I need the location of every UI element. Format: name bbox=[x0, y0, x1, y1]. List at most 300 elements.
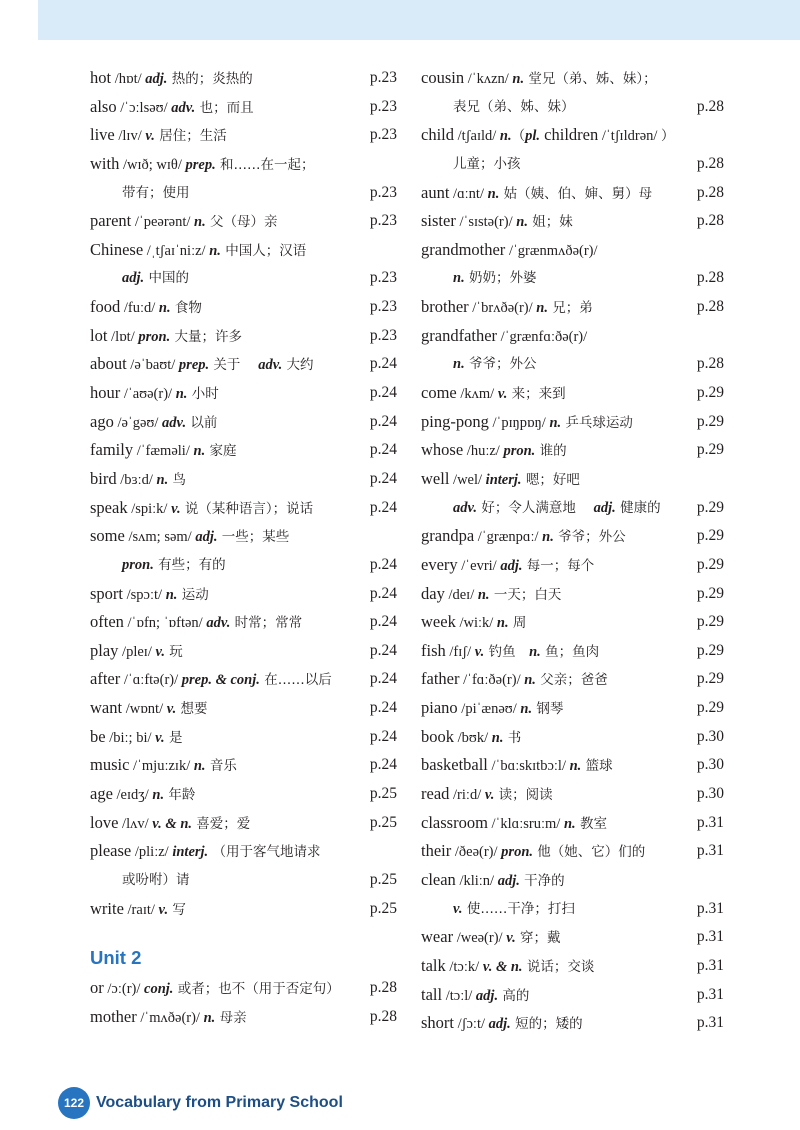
headword: want bbox=[90, 698, 123, 718]
vocab-entry-continuation bbox=[421, 264, 724, 293]
page-reference: p.24 bbox=[369, 441, 397, 459]
meaning: 食物 bbox=[170, 300, 202, 317]
entry-text bbox=[90, 974, 340, 1004]
vocab-entry-continuation bbox=[421, 350, 724, 379]
phonetic: /piˈænəʊ/ bbox=[457, 701, 521, 718]
meaning: 堂兄（弟、姊、妹）； bbox=[524, 71, 657, 87]
entry-text bbox=[421, 637, 599, 667]
phonetic: /ˈfɑːðə(r)/ bbox=[459, 672, 525, 689]
page-reference: p.23 bbox=[369, 326, 397, 344]
page-reference: p.23 bbox=[369, 298, 397, 316]
page-reference: p.25 bbox=[369, 813, 397, 831]
entry-text bbox=[421, 1009, 583, 1039]
part-of-speech: n. bbox=[193, 758, 206, 775]
vocab-entry-line bbox=[90, 350, 397, 379]
headword: sport bbox=[90, 583, 123, 603]
vocab-entry bbox=[421, 322, 724, 379]
page-reference: p.29 bbox=[696, 384, 724, 402]
entry-text bbox=[90, 121, 227, 151]
meaning: 爷爷；外公 bbox=[464, 356, 537, 373]
phonetic: /tʃaɪld/ bbox=[454, 128, 500, 145]
vocab-entry bbox=[90, 522, 397, 579]
entry-text bbox=[90, 780, 195, 810]
page-reference: p.25 bbox=[369, 870, 397, 888]
entry-text bbox=[122, 179, 190, 208]
part-of-speech: n. bbox=[569, 758, 582, 775]
vocab-entry bbox=[90, 293, 397, 322]
vocab-entry bbox=[90, 236, 397, 293]
vocab-entry bbox=[421, 64, 724, 121]
part-of-speech: adj. bbox=[145, 71, 168, 87]
meaning: 父亲；爸爸 bbox=[535, 672, 608, 689]
part-of-speech: v. & n. bbox=[482, 958, 523, 975]
meaning: 想要 bbox=[176, 701, 208, 718]
phonetic: /ʃɔːt/ bbox=[454, 1016, 489, 1033]
vocab-entry bbox=[90, 837, 397, 894]
vocab-entry bbox=[421, 637, 724, 666]
phonetic: /ðeə(r)/ bbox=[451, 844, 502, 861]
vocab-entry bbox=[90, 93, 397, 122]
phonetic: /ˈpeərənt/ bbox=[131, 214, 195, 231]
phonetic: /weə(r)/ bbox=[453, 930, 507, 947]
vocab-entry-line bbox=[90, 974, 397, 1003]
meaning: 说（某种语言）；说话 bbox=[180, 500, 314, 517]
headword: hour bbox=[90, 383, 121, 403]
vocab-entry-line bbox=[421, 637, 724, 666]
meaning: 使……干净；打扫 bbox=[462, 900, 575, 917]
headword: some bbox=[90, 526, 125, 546]
page-reference: p.25 bbox=[369, 899, 397, 917]
vocab-entry bbox=[421, 923, 724, 952]
page-reference: p.23 bbox=[369, 183, 397, 201]
headword: grandfather bbox=[421, 325, 498, 345]
page-reference: p.31 bbox=[696, 842, 724, 860]
headword: day bbox=[421, 583, 445, 603]
part-of-speech: n. bbox=[536, 300, 548, 317]
vocab-entry bbox=[90, 436, 397, 465]
part-of-speech: n. bbox=[524, 672, 536, 689]
page-reference: p.24 bbox=[369, 412, 397, 430]
vocab-entry bbox=[421, 694, 724, 723]
meaning: 以前 bbox=[186, 414, 218, 431]
entry-text bbox=[90, 665, 332, 695]
vocab-entry bbox=[90, 350, 397, 379]
part-of-speech: v. bbox=[158, 901, 169, 918]
entry-text bbox=[453, 264, 537, 293]
page-reference: p.29 bbox=[696, 584, 724, 602]
entry-text bbox=[421, 121, 675, 151]
headword: hot bbox=[90, 68, 112, 87]
meaning: 大量；许多 bbox=[170, 328, 243, 345]
phonetic: /fɪʃ/ bbox=[445, 643, 475, 660]
page-reference: p.25 bbox=[369, 785, 397, 803]
vocab-entry-line bbox=[90, 837, 397, 866]
phonetic: /bɜːd/ bbox=[116, 471, 157, 488]
entry-text bbox=[421, 952, 594, 982]
entry-text bbox=[421, 580, 561, 610]
part-of-speech: n. bbox=[512, 71, 525, 87]
meaning: 居住；生活 bbox=[154, 128, 227, 145]
page-reference: p.31 bbox=[696, 956, 724, 974]
meaning: 和……在一起； bbox=[215, 156, 315, 173]
headword: food bbox=[90, 297, 121, 317]
headword: sister bbox=[421, 211, 456, 231]
headword: read bbox=[421, 784, 450, 804]
headword: week bbox=[421, 612, 456, 632]
unit-heading: Unit 2 bbox=[90, 947, 142, 969]
meaning: 父（母）亲 bbox=[205, 214, 278, 231]
entry-text bbox=[421, 465, 580, 495]
headword: fish bbox=[421, 640, 446, 660]
phonetic: /lɪv/ bbox=[114, 128, 146, 145]
part-of-speech: n. bbox=[563, 815, 576, 832]
headword: short bbox=[421, 1013, 454, 1033]
headword: father bbox=[421, 669, 460, 689]
vocab-entry-line bbox=[421, 580, 724, 609]
page-reference: p.28 bbox=[696, 212, 724, 230]
phonetic: /lɒt/ bbox=[107, 328, 139, 345]
vocab-entry bbox=[421, 751, 724, 780]
part-of-speech: n. bbox=[175, 386, 188, 403]
page-reference: p.24 bbox=[369, 498, 397, 516]
entry-text bbox=[90, 1003, 247, 1033]
part-of-speech: adj. bbox=[497, 872, 520, 889]
vocab-entry-line bbox=[421, 751, 724, 780]
phonetic: /huːz/ bbox=[463, 443, 504, 460]
page-reference: p.23 bbox=[369, 126, 397, 144]
meaning: 干净的 bbox=[519, 872, 565, 889]
part-of-speech: n. bbox=[499, 128, 512, 145]
part-of-speech: n. bbox=[516, 214, 528, 231]
meaning: 鱼；鱼肉 bbox=[540, 643, 600, 660]
vocab-entry bbox=[421, 522, 724, 551]
part-of-speech: n. bbox=[496, 615, 509, 632]
page-reference: p.31 bbox=[696, 899, 724, 917]
page-reference: p.23 bbox=[369, 212, 397, 230]
meaning: 家庭 bbox=[205, 443, 237, 460]
meaning: 奶奶；外婆 bbox=[464, 270, 537, 287]
part-of-speech: n. bbox=[520, 701, 533, 718]
vocab-entry-line bbox=[90, 150, 397, 179]
meaning: 每一；每个 bbox=[522, 557, 595, 574]
meaning: 一些；某些 bbox=[217, 529, 290, 546]
vocab-entry-line bbox=[90, 522, 397, 551]
vocab-entry-line bbox=[421, 694, 724, 723]
meaning: （用于客气地请求 bbox=[208, 844, 321, 861]
meaning: 也；而且 bbox=[195, 99, 254, 116]
meaning: 母亲 bbox=[215, 1009, 247, 1026]
entry-text bbox=[122, 551, 226, 580]
entry-text bbox=[90, 522, 289, 552]
headword: tall bbox=[421, 984, 443, 1004]
phonetic: /ˈpɪŋpɒŋ/ bbox=[488, 414, 550, 431]
vocab-entry bbox=[421, 408, 724, 437]
phonetic: /kliːn/ bbox=[455, 872, 498, 889]
page-reference: p.28 bbox=[696, 355, 724, 373]
meaning: 音乐 bbox=[205, 758, 237, 775]
part-of-speech: n. bbox=[156, 471, 169, 488]
entry-text bbox=[421, 179, 652, 209]
vocab-entry-line bbox=[90, 64, 397, 93]
entry-text bbox=[90, 408, 217, 438]
vocab-entry bbox=[90, 780, 397, 809]
headword: child bbox=[421, 125, 454, 145]
phonetic: /ˈsɪstə(r)/ bbox=[455, 214, 517, 231]
part-of-speech: interj. bbox=[172, 844, 209, 861]
vocab-entry-line bbox=[421, 293, 724, 322]
vocab-entry-line bbox=[421, 436, 724, 465]
meaning: 嗯；好吧 bbox=[521, 471, 580, 488]
page-reference: p.29 bbox=[696, 498, 724, 516]
meaning: 喜爱；爱 bbox=[192, 815, 251, 832]
vocab-entry-continuation bbox=[421, 150, 724, 179]
part-of-speech: n. bbox=[542, 529, 554, 546]
headword: Chinese bbox=[90, 239, 144, 259]
footer-title: Vocabulary from Primary School bbox=[96, 1094, 343, 1111]
phonetic: /sʌm; səm/ bbox=[124, 529, 196, 546]
part-of-speech: adv. bbox=[258, 357, 283, 374]
part-of-speech: prep. & conj. bbox=[181, 672, 260, 689]
part-of-speech: pron. bbox=[138, 328, 171, 345]
phonetic: /ˈbrʌðə(r)/ bbox=[468, 300, 537, 317]
part-of-speech: adj. bbox=[122, 270, 145, 287]
part-of-speech: n. bbox=[194, 214, 206, 231]
meaning: 大约 bbox=[282, 357, 314, 374]
entry-text bbox=[421, 408, 633, 438]
headword: book bbox=[421, 726, 454, 746]
vocab-entry-line bbox=[421, 322, 724, 351]
meaning: 读；阅读 bbox=[494, 787, 553, 804]
entry-text bbox=[421, 751, 613, 781]
part-of-speech: v. bbox=[166, 701, 177, 718]
meaning: 或者；也不（用于否定句） bbox=[173, 981, 340, 998]
vocab-entry-continuation bbox=[90, 551, 397, 580]
vocab-entry-line bbox=[90, 1003, 397, 1032]
meaning: 说话；交谈 bbox=[522, 958, 595, 975]
vocab-entry-line bbox=[421, 952, 724, 981]
vocab-entry-line bbox=[90, 207, 397, 236]
vocab-entry-continuation bbox=[421, 93, 724, 122]
vocab-entry-line bbox=[421, 809, 724, 838]
part-of-speech: v. bbox=[155, 643, 166, 660]
page-reference: p.23 bbox=[369, 269, 397, 287]
vocab-entry bbox=[421, 1009, 724, 1038]
part-of-speech: v. & n. bbox=[152, 815, 193, 832]
top-color-band bbox=[38, 0, 800, 40]
page-reference: p.29 bbox=[696, 699, 724, 717]
entry-text bbox=[90, 637, 183, 667]
part-of-speech: adj. bbox=[488, 1016, 511, 1033]
phonetic: /ˈklɑːsruːm/ bbox=[487, 815, 564, 832]
entry-text bbox=[90, 723, 182, 753]
entry-text bbox=[453, 150, 521, 179]
meaning: 谁的 bbox=[535, 443, 567, 460]
phonetic: /ˈɑːftə(r)/ bbox=[120, 672, 182, 689]
vocab-entry bbox=[421, 952, 724, 981]
headword: ago bbox=[90, 411, 114, 431]
page-reference: p.28 bbox=[696, 154, 724, 172]
headword: their bbox=[421, 841, 452, 861]
vocab-entry-line bbox=[421, 981, 724, 1010]
vocab-entry-line bbox=[421, 236, 724, 265]
page-reference: p.31 bbox=[696, 1014, 724, 1032]
entry-text bbox=[90, 895, 186, 925]
vocab-entry-line bbox=[90, 723, 397, 752]
entry-text bbox=[90, 350, 314, 380]
entry-text bbox=[122, 264, 189, 293]
entry-text bbox=[90, 379, 219, 409]
part-of-speech: conj. bbox=[144, 981, 174, 998]
part-of-speech: pron. bbox=[501, 844, 534, 861]
page-reference: p.29 bbox=[696, 441, 724, 459]
vocab-entry bbox=[421, 780, 724, 809]
page-reference: p.24 bbox=[369, 555, 397, 573]
vocab-entry bbox=[421, 580, 724, 609]
vocab-entry-line bbox=[421, 551, 724, 580]
meaning: 爷爷；外公 bbox=[553, 529, 626, 546]
entry-text bbox=[90, 64, 253, 94]
phonetic: /ˈaʊə(r)/ bbox=[120, 386, 176, 403]
meaning: 兄；弟 bbox=[548, 300, 593, 317]
vocab-entry bbox=[421, 866, 724, 923]
headword: aunt bbox=[421, 182, 450, 202]
headword: grandpa bbox=[421, 526, 475, 546]
vocab-entry bbox=[90, 408, 397, 437]
vocab-entry-line bbox=[421, 465, 724, 494]
entry-text bbox=[90, 322, 242, 352]
page-reference: p.28 bbox=[369, 1007, 397, 1025]
vocab-entry-line bbox=[421, 408, 724, 437]
vocab-entry-line bbox=[421, 837, 724, 866]
vocab-entry-line bbox=[90, 436, 397, 465]
page-reference: p.29 bbox=[696, 641, 724, 659]
headword: parent bbox=[90, 211, 132, 231]
part-of-speech: adj. bbox=[500, 557, 523, 574]
vocab-entry-line bbox=[421, 665, 724, 694]
part-of-speech: adv. bbox=[453, 499, 478, 516]
vocab-entry-line bbox=[90, 121, 397, 150]
page-reference: p.30 bbox=[696, 756, 724, 774]
entry-text bbox=[90, 465, 186, 495]
phonetic: /ˌtʃaɪˈniːz/ bbox=[143, 242, 210, 259]
vocab-entry-line bbox=[421, 923, 724, 952]
vocab-entry bbox=[421, 207, 724, 236]
vocab-entry bbox=[421, 665, 724, 694]
entry-text bbox=[421, 923, 561, 953]
entry-text bbox=[90, 580, 209, 610]
meaning: 教室 bbox=[575, 815, 607, 832]
meaning: 书 bbox=[503, 729, 522, 746]
part-of-speech: v. bbox=[506, 930, 516, 947]
meaning: 钢琴 bbox=[532, 701, 564, 718]
entry-text bbox=[90, 751, 237, 781]
part-of-speech: v. bbox=[474, 643, 485, 660]
part-of-speech: adj. bbox=[195, 529, 218, 546]
entry-text bbox=[421, 608, 526, 638]
phonetic: /pleɪ/ bbox=[118, 643, 156, 660]
phonetic: /ˈgrænfɑːðə(r)/ bbox=[497, 328, 588, 345]
entry-text bbox=[90, 207, 278, 237]
headword: age bbox=[90, 784, 113, 804]
phonetic: /fuːd/ bbox=[120, 300, 159, 317]
meaning: 小时 bbox=[187, 386, 219, 403]
phonetic: /ˈevri/ bbox=[457, 557, 501, 574]
vocab-entry bbox=[90, 723, 397, 752]
vocab-entry bbox=[90, 637, 397, 666]
entry-text bbox=[421, 551, 594, 581]
phonetic: /deɪ/ bbox=[444, 586, 478, 603]
phonetic: /tɔːl/ bbox=[442, 987, 476, 1004]
meaning: 表兄（弟、姊、妹） bbox=[453, 98, 575, 115]
meaning: 或吩咐）请 bbox=[122, 871, 190, 888]
meaning: 乒乓球运动 bbox=[561, 414, 633, 431]
part-of-speech: pl. bbox=[525, 128, 541, 145]
headword: ping-pong bbox=[421, 411, 489, 431]
part-of-speech: pron. bbox=[503, 443, 536, 460]
page-reference: p.24 bbox=[369, 469, 397, 487]
meaning: 钓鱼 bbox=[484, 643, 530, 660]
page-reference: p.28 bbox=[696, 269, 724, 287]
entry-text bbox=[90, 150, 315, 180]
meaning: 周 bbox=[508, 615, 527, 632]
phonetic: /ˈtʃɪldrən/ bbox=[598, 128, 662, 145]
meaning: 在……以后 bbox=[259, 672, 332, 689]
headword: children bbox=[540, 125, 599, 145]
headword: whose bbox=[421, 440, 464, 460]
entry-text bbox=[421, 694, 563, 724]
page-reference: p.31 bbox=[696, 928, 724, 946]
vocab-entry-line bbox=[90, 665, 397, 694]
page-reference: p.24 bbox=[369, 670, 397, 688]
vocab-entry-line bbox=[90, 809, 397, 838]
entry-text bbox=[90, 494, 313, 524]
vocab-entry bbox=[90, 322, 397, 351]
meaning: （ bbox=[511, 128, 526, 145]
phonetic: /tɔːk/ bbox=[445, 958, 483, 975]
entry-text bbox=[421, 379, 566, 409]
headword: cousin bbox=[421, 68, 465, 87]
entry-text bbox=[453, 494, 661, 523]
phonetic: /ˈbɑːskɪtbɔːl/ bbox=[487, 758, 570, 775]
entry-text bbox=[90, 809, 250, 839]
headword: every bbox=[421, 554, 458, 574]
meaning: 健康的 bbox=[615, 499, 661, 516]
headword: piano bbox=[421, 698, 458, 718]
meaning: 好；令人满意地 bbox=[477, 499, 594, 516]
vocab-entry-line bbox=[421, 522, 724, 551]
headword: about bbox=[90, 354, 127, 374]
vocab-entry bbox=[90, 809, 397, 838]
vocab-entry-line bbox=[421, 121, 724, 150]
meaning: 穿；戴 bbox=[515, 930, 561, 947]
phonetic: /ɑːnt/ bbox=[449, 185, 488, 202]
headword: clean bbox=[421, 869, 456, 889]
headword: often bbox=[90, 612, 124, 632]
entry-text bbox=[421, 207, 573, 237]
vocab-entry bbox=[421, 121, 724, 178]
page-reference: p.29 bbox=[696, 670, 724, 688]
headword: grandmother bbox=[421, 239, 506, 259]
headword: brother bbox=[421, 297, 469, 317]
phonetic: /bʊk/ bbox=[454, 729, 492, 746]
part-of-speech: n. bbox=[487, 185, 500, 202]
part-of-speech: adj. bbox=[475, 987, 499, 1004]
entry-text bbox=[90, 93, 254, 123]
part-of-speech: n. bbox=[165, 586, 178, 603]
meaning: 热的；炎热的 bbox=[167, 71, 253, 87]
meaning: 短的；矮的 bbox=[510, 1016, 583, 1033]
phonetic: /ˈkʌzn/ bbox=[464, 71, 513, 87]
